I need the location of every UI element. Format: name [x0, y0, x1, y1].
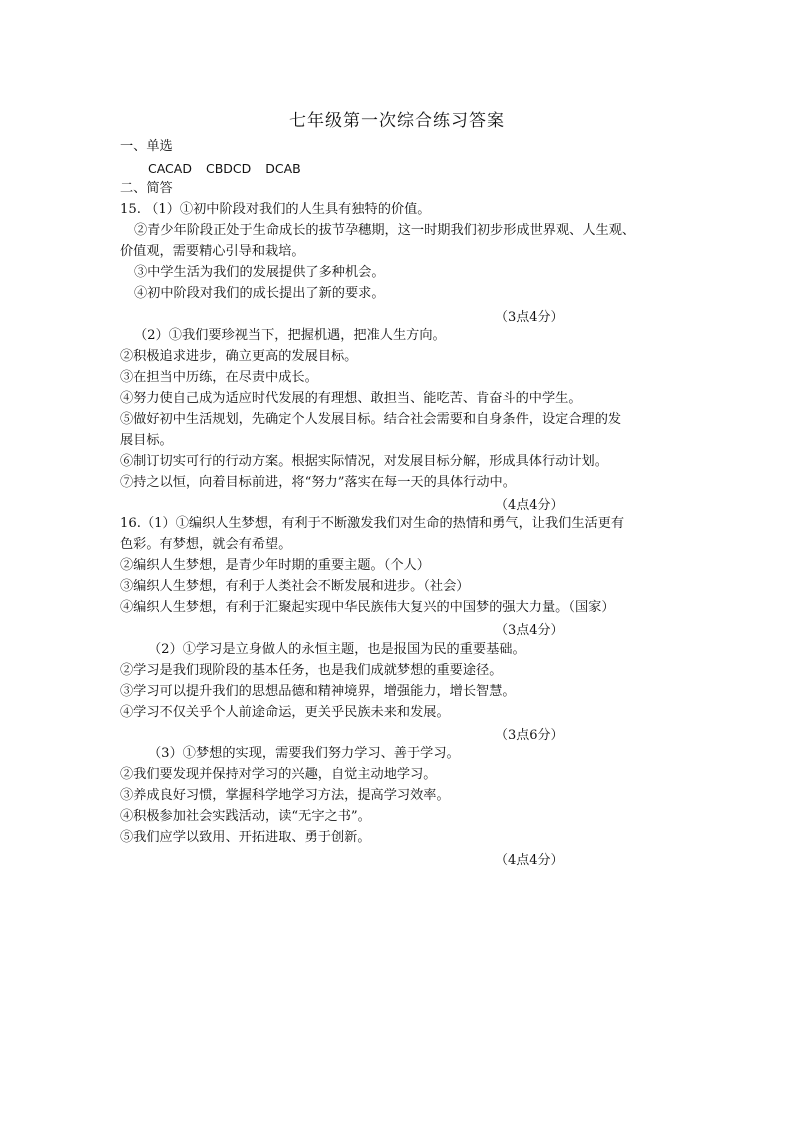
q16-part3-item2: ②我们要发现并保持对学习的兴趣，自觉主动地学习。 [120, 767, 437, 782]
q16-part2-item3: ③学习可以提升我们的思想品德和精神境界，增强能力，增长智慧。 [120, 684, 516, 699]
q15-part1-item3: ③中学生活为我们的发展提供了多种机会。 [134, 265, 385, 280]
q16-part1-item3: ③编织人生梦想，有利于人类社会不断发展和进步。（社会） [120, 579, 470, 594]
single-choice-answers [148, 159, 301, 179]
section-heading-single-choice: 一、单选 [120, 139, 173, 154]
q16-part3-item1: （3）①梦想的实现，需要我们努力学习、善于学习。 [148, 746, 460, 761]
q15-part2-item2: ②积极追求进步，确立更高的发展目标。 [120, 349, 358, 364]
q16-part3-item5: ⑤我们应学以致用、开拓进取、勇于创新。 [120, 830, 371, 845]
q15-part2-item5b: 展目标。 [120, 433, 173, 448]
q16-part1-item4: ④编织人生梦想，有利于汇聚起实现中华民族伟大复兴的中国梦的强大力量。（国家） [120, 600, 615, 615]
q16-part1-item2: ②编织人生梦想，是青少年时期的重要主题。（个人） [120, 558, 430, 573]
section-heading-short-answer: 二、简答 [120, 181, 173, 196]
q15-part2-item1: （2）①我们要珍视当下，把握机遇，把准人生方向。 [134, 328, 446, 343]
q16-part3-score: （4点4分） [495, 853, 564, 868]
q15-part1-item2a: ②青少年阶段正处于生命成长的拔节孕穗期，这一时期我们初步形成世界观、人生观、 [134, 223, 636, 238]
q15-part2-item6: ⑥制订切实可行的行动方案。根据实际情况，对发展目标分解，形成具体行动计划。 [120, 454, 608, 469]
q16-part3-item3: ③养成良好习惯，掌握科学地学习方法，提高学习效率。 [120, 788, 450, 803]
q16-part1-score: （3点4分） [495, 623, 564, 638]
q16-part2-item1: （2）①学习是立身做人的永恒主题，也是报国为民的重要基础。 [148, 642, 526, 657]
q15-part2-item5a: ⑤做好初中生活规划，先确定个人发展目标。结合社会需要和自身条件，设定合理的发 [120, 412, 622, 427]
answer-group-2: CBDCD [205, 161, 252, 176]
q15-part1-item1: 15. （1）①初中阶段对我们的人生具有独特的价值。 [120, 202, 431, 217]
q16-part3-item4: ④积极参加社会实践活动，读“无字之书”。 [120, 809, 371, 824]
q15-part1-score: （3点4分） [495, 310, 564, 325]
q16-part1-item1a: 16.（1）①编织人生梦想，有利于不断激发我们对生命的热情和勇气，让我们生活更有 [120, 516, 625, 531]
q15-part2-item4: ④努力使自己成为适应时代发展的有理想、敢担当、能吃苦、肯奋斗的中学生。 [120, 391, 582, 406]
q16-part2-item4: ④学习不仅关乎个人前途命运，更关乎民族未来和发展。 [120, 705, 450, 720]
q16-part2-score: （3点6分） [495, 728, 564, 743]
q15-part1-item4: ④初中阶段对我们的成长提出了新的要求。 [134, 286, 385, 301]
q16-part2-item2: ②学习是我们现阶段的基本任务，也是我们成就梦想的重要途径。 [120, 663, 503, 678]
q15-part1-item2b: 价值观，需要精心引导和栽培。 [120, 244, 305, 259]
q16-part1-item1b: 色彩。有梦想，就会有希望。 [120, 537, 292, 552]
q15-part2-score: （4点4分） [495, 498, 564, 513]
answer-group-3: DCAB [265, 161, 301, 176]
q15-part2-item7: ⑦持之以恒，向着目标前进，将“努力”落实在每一天的具体行动中。 [120, 475, 516, 490]
answer-group-1: CACAD [148, 161, 192, 176]
q15-part2-item3: ③在担当中历练，在尽责中成长。 [120, 370, 318, 385]
page-title: 七年级第一次综合练习答案 [289, 111, 505, 131]
